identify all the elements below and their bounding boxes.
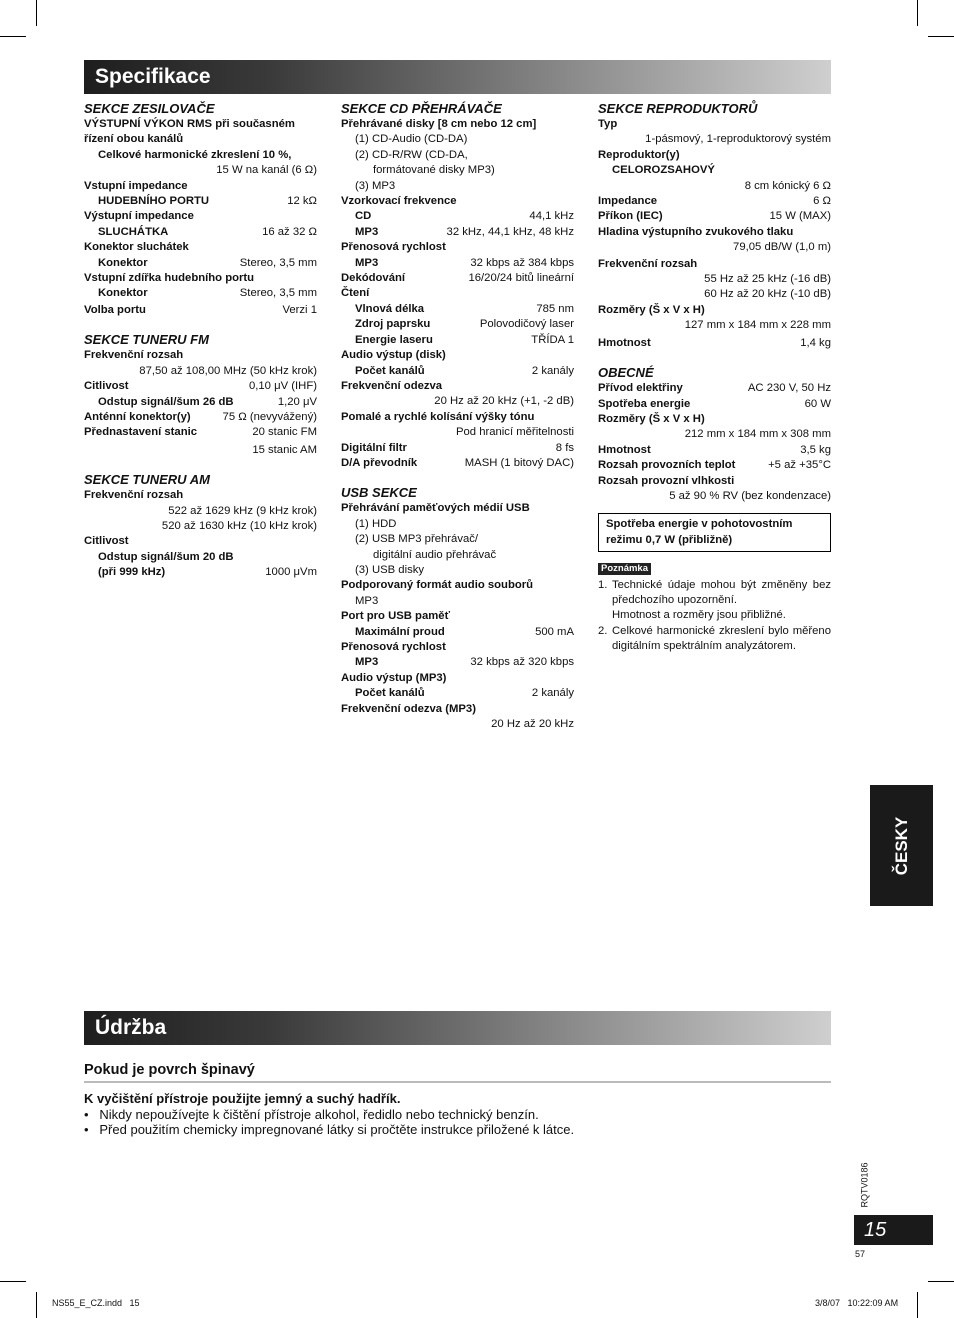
spec-label: Hmotnost <box>598 443 651 456</box>
spec-row <box>598 381 831 396</box>
crop-mark <box>36 1292 37 1318</box>
spec-value: (2) USB MP3 přehrávač/ <box>355 533 479 546</box>
language-tab <box>870 785 933 906</box>
fm-section <box>84 332 317 458</box>
spec-label: CELOROZSAHOVÝ <box>612 164 715 177</box>
spec-value: 32 kbps až 320 kbps <box>470 656 574 669</box>
spec-label: Hladina výstupního zvukového tlaku <box>598 225 794 238</box>
spec-label: Výstupní impedance <box>84 210 194 223</box>
spec-label: Impedance <box>598 195 658 208</box>
maintenance-bold-line: K vyčištění přístroje použijte jemný a suchý hadřík. <box>84 1091 401 1106</box>
spec-value: MP3 <box>355 594 379 607</box>
am-section <box>84 472 317 580</box>
spec-value: 212 mm x 184 mm x 308 mm <box>684 428 831 441</box>
page-number: 15 <box>854 1215 933 1245</box>
spec-label: Digitální filtr <box>341 441 407 454</box>
spec-value: +5 až +35°C <box>768 459 831 472</box>
general-section <box>598 365 831 504</box>
spec-label: Frekvenční rozsah <box>598 257 698 270</box>
doc-code: RQTV0186 <box>859 1162 870 1208</box>
spec-value: Polovodičový laser <box>479 318 574 331</box>
section-heading: SEKCE TUNERU AM <box>84 472 210 488</box>
spec-column-1 <box>84 101 317 581</box>
spec-label: Audio výstup (disk) <box>341 349 446 362</box>
section-heading: SEKCE CD PŘEHRÁVAČE <box>341 101 502 116</box>
spec-row <box>341 441 574 456</box>
note-item <box>598 624 831 655</box>
spec-label: MP3 <box>355 256 379 269</box>
spec-value: 1-pásmový, 1-reproduktorový systém <box>645 133 831 146</box>
crop-mark <box>928 36 954 37</box>
section-heading: USB SEKCE <box>341 485 417 501</box>
spec-row <box>598 397 831 412</box>
spec-label: Přenosová rychlost <box>341 241 446 254</box>
amp-section <box>84 101 317 318</box>
spec-value: 79,05 dB/W (1,0 m) <box>733 241 831 254</box>
spec-value: 127 mm x 184 mm x 228 mm <box>684 319 831 332</box>
note-item <box>598 578 831 624</box>
spec-label: Přívod elektřiny <box>598 382 683 395</box>
spec-label: Typ <box>598 118 618 130</box>
spec-label: Konektor <box>98 256 148 269</box>
spec-row <box>84 425 317 440</box>
spec-value: 520 až 1630 kHz (10 kHz krok) <box>161 519 317 532</box>
spec-value: 6 Ω <box>813 195 831 208</box>
spec-value: 16 až 32 Ω <box>262 225 317 238</box>
spec-row <box>598 458 831 473</box>
cd-section <box>341 101 574 471</box>
spec-value: digitální audio přehrávač <box>373 548 497 561</box>
section-heading: SEKCE ZESILOVAČE <box>84 101 215 116</box>
section-heading: SEKCE TUNERU FM <box>84 332 209 348</box>
section-heading: SEKCE REPRODUKTORŮ <box>598 101 758 116</box>
spec-label: Rozměry (Š x V x H) <box>598 412 705 425</box>
spec-value: 5 až 90 % RV (bez kondenzace) <box>669 489 831 502</box>
spec-value: 0,10 μV (IHF) <box>248 380 317 393</box>
spec-value: (2) CD-R/RW (CD-DA, <box>355 148 468 161</box>
spec-label: Reproduktor(y) <box>598 148 680 161</box>
spec-row <box>598 209 831 224</box>
standby-text: Spotřeba energie v pohotovostním <box>606 518 793 531</box>
standby-text: režimu 0,7 W (přibližně) <box>606 533 733 546</box>
spec-value: 1000 μVm <box>265 566 317 579</box>
spec-value: 522 až 1629 kHz (9 kHz krok) <box>168 504 317 517</box>
spec-label: CD <box>355 210 372 223</box>
crop-mark <box>0 1281 26 1282</box>
spec-value: 2 kanály <box>531 364 574 377</box>
spec-row <box>84 379 317 394</box>
spec-label: Citlivost <box>84 380 129 393</box>
spec-value: 44,1 kHz <box>529 210 574 223</box>
spec-label: MP3 <box>355 656 379 669</box>
spec-value: 8 fs <box>555 441 574 454</box>
spec-row <box>84 410 317 425</box>
spec-value: 60 W <box>804 397 831 410</box>
spec-value: Pod hranicí měřitelnosti <box>455 426 574 439</box>
spec-value: (1) HDD <box>355 517 397 530</box>
spec-value: 32 kHz, 44,1 kHz, 48 kHz <box>446 225 574 238</box>
spec-label: Celkové harmonické zkreslení 10 %, <box>98 148 292 161</box>
spec-column-3 <box>598 101 831 655</box>
maintenance-content <box>84 1062 831 1138</box>
bullet-icon: • <box>84 1106 100 1122</box>
spec-row <box>84 395 317 410</box>
spec-row <box>598 194 831 209</box>
spec-row <box>341 625 574 640</box>
spec-label: Konektor sluchátek <box>84 241 189 254</box>
spec-label: Frekvenční rozsah <box>84 489 184 502</box>
spec-label: HUDEBNÍHO PORTU <box>98 195 210 208</box>
crop-mark <box>928 1281 954 1282</box>
note-text: Celkové harmonické zkreslení bylo měřeno digitálním spektrálním analyzátorem. <box>612 624 831 653</box>
spec-label: Citlivost <box>84 535 129 548</box>
spec-label: Čtení <box>341 287 370 300</box>
spec-row <box>84 256 317 271</box>
spec-label: Anténní konektor(y) <box>84 410 191 423</box>
spec-label: SLUCHÁTKA <box>98 225 169 238</box>
spec-value: Stereo, 3,5 mm <box>239 256 317 269</box>
spec-label: Příkon (IEC) <box>598 210 663 223</box>
spec-label: Volba portu <box>84 303 146 316</box>
spec-value: 3,5 kg <box>800 443 831 456</box>
spec-value: (3) MP3 <box>355 179 396 192</box>
spec-value: MASH (1 bitový DAC) <box>464 456 574 469</box>
spec-label: Odstup signál/šum 20 dB <box>98 550 234 563</box>
spec-label: Přednastavení stanic <box>84 426 198 439</box>
spec-label: Vstupní zdířka hudebního portu <box>84 272 255 285</box>
spec-row <box>84 286 317 301</box>
spec-title-banner: Specifikace <box>84 60 831 94</box>
spec-label: Rozsah provozních teplot <box>598 459 736 472</box>
spec-row <box>341 225 574 240</box>
note-number: 1. <box>598 578 608 591</box>
spec-label: Energie laseru <box>355 333 433 346</box>
spec-value: 15 W (MAX) <box>769 210 831 223</box>
maintenance-title-banner: Údržba <box>84 1011 831 1045</box>
spec-row <box>598 336 831 351</box>
spec-label: Vlnová délka <box>355 302 425 315</box>
spec-label: Frekvenční odezva <box>341 379 443 392</box>
spec-row <box>84 565 317 580</box>
crop-mark <box>917 0 918 26</box>
spec-label: Frekvenční rozsah <box>84 349 184 362</box>
section-heading: OBECNÉ <box>598 365 654 381</box>
bullet-text: Před použitím chemicky impregnované látky si pročtěte instrukce přiložené k látce. <box>99 1122 575 1137</box>
crop-mark <box>36 0 37 26</box>
spec-value: AC 230 V, 50 Hz <box>747 382 831 395</box>
spec-label: Počet kanálů <box>355 364 425 377</box>
spec-label: Hmotnost <box>598 336 651 349</box>
spec-value: (3) USB disky <box>355 563 425 576</box>
spec-value: formátované disky MP3) <box>373 164 495 177</box>
spec-label: Maximální proud <box>355 625 445 638</box>
note-number: 2. <box>598 624 608 637</box>
spec-label: Rozměry (Š x V x H) <box>598 303 705 316</box>
spec-value: 32 kbps až 384 kbps <box>470 256 574 269</box>
note-text-b: Hmotnost a rozměry jsou přibližné. <box>612 609 786 622</box>
spec-value: 20 Hz až 20 kHz <box>491 718 574 731</box>
spec-label: Přenosová rychlost <box>341 641 446 653</box>
spec-label: Odstup signál/šum 26 dB <box>98 395 234 408</box>
spec-value: 60 Hz až 20 kHz (-10 dB) <box>704 288 831 301</box>
spec-row <box>341 655 574 670</box>
spec-value: 8 cm kónický 6 Ω <box>744 179 831 192</box>
spec-value: 15 W na kanál (6 Ω) <box>216 164 317 177</box>
crop-mark <box>0 36 26 37</box>
spec-value: Stereo, 3,5 mm <box>239 287 317 300</box>
spec-value: Verzi 1 <box>282 303 317 316</box>
spec-label: Audio výstup (MP3) <box>341 671 447 684</box>
spec-label: Vzorkovací frekvence <box>341 195 457 208</box>
print-date: 3/8/07 10:22:09 AM <box>815 1298 899 1308</box>
spec-label: Rozsah provozní vlhkosti <box>598 474 735 487</box>
spec-row <box>341 364 574 379</box>
spec-row <box>341 686 574 701</box>
spec-row <box>84 225 317 240</box>
spec-value: 16/20/24 bitů lineární <box>468 272 574 285</box>
spec-label: Spotřeba energie <box>598 397 691 410</box>
bullet-icon: • <box>84 1122 100 1137</box>
spec-value: 20 stanic FM <box>252 426 317 439</box>
spec-value: 785 nm <box>536 302 574 315</box>
spec-label: (při 999 kHz) <box>98 566 166 579</box>
spec-value: 1,20 μV <box>277 395 317 408</box>
spec-row <box>341 317 574 332</box>
spec-label: Podporovaný formát audio souborů <box>341 579 534 592</box>
spec-row <box>341 333 574 348</box>
crop-mark <box>917 1292 918 1318</box>
spec-row <box>341 209 574 224</box>
spec-label: Přehrávání paměťových médií USB <box>341 502 530 515</box>
note-text-a: Technické údaje mohou být změněny bez předchozího upozornění. <box>612 578 831 606</box>
spec-value: (1) CD-Audio (CD-DA) <box>355 133 468 146</box>
spec-label: Přehrávané disky [8 cm nebo 12 cm] <box>341 118 537 130</box>
sub-page-number: 57 <box>855 1249 866 1259</box>
spec-label: Zdroj paprsku <box>355 318 431 331</box>
spec-row <box>341 271 574 286</box>
spec-value: 20 Hz až 20 kHz (+1, -2 dB) <box>434 395 574 408</box>
spec-label: Pomalé a rychlé kolísání výšky tónu <box>341 410 535 423</box>
spec-value: 500 mA <box>535 625 574 638</box>
file-name: NS55_E_CZ.indd 15 <box>52 1298 140 1308</box>
language-label: ČESKY <box>891 816 911 875</box>
spec-value: 12 kΩ <box>287 195 317 208</box>
spec-label: řízení obou kanálů <box>84 133 184 146</box>
bullet-text: Nikdy nepoužívejte k čištění přístroje alkohol, ředidlo nebo technický benzín. <box>99 1106 539 1122</box>
note-tag: Poznámka <box>598 563 651 575</box>
spec-row <box>341 456 574 471</box>
note-text <box>612 578 831 624</box>
spec-label: Port pro USB paměť <box>341 610 450 623</box>
maintenance-heading: Pokud je povrch špinavý <box>84 1062 831 1083</box>
speaker-section <box>598 101 831 351</box>
maintenance-bullet <box>84 1107 831 1123</box>
spec-value: TŘÍDA 1 <box>531 333 574 346</box>
spec-value: 75 Ω (nevyvážený) <box>222 410 317 423</box>
spec-value: 87,50 až 108,00 MHz (50 kHz krok) <box>139 364 317 377</box>
spec-row <box>84 194 317 209</box>
usb-section <box>341 485 574 732</box>
spec-row <box>598 443 831 458</box>
spec-value: 15 stanic AM <box>252 443 317 456</box>
spec-value: 1,4 kg <box>800 336 831 349</box>
standby-box <box>598 513 831 552</box>
spec-row <box>341 256 574 271</box>
spec-value: 2 kanály <box>531 687 574 700</box>
spec-label: Frekvenční odezva (MP3) <box>341 702 476 715</box>
spec-label: Dekódování <box>341 272 406 285</box>
maintenance-bullet <box>84 1122 831 1138</box>
spec-row <box>341 302 574 317</box>
spec-row <box>84 303 317 318</box>
spec-label: Počet kanálů <box>355 687 425 700</box>
spec-label: MP3 <box>355 225 379 238</box>
spec-label: VÝSTUPNÍ VÝKON RMS při současném <box>84 118 295 130</box>
spec-label: Konektor <box>98 287 148 300</box>
spec-value: 55 Hz až 25 kHz (-16 dB) <box>704 273 831 286</box>
spec-column-2 <box>341 101 574 732</box>
spec-label: Vstupní impedance <box>84 179 188 192</box>
spec-label: D/A převodník <box>341 456 418 469</box>
